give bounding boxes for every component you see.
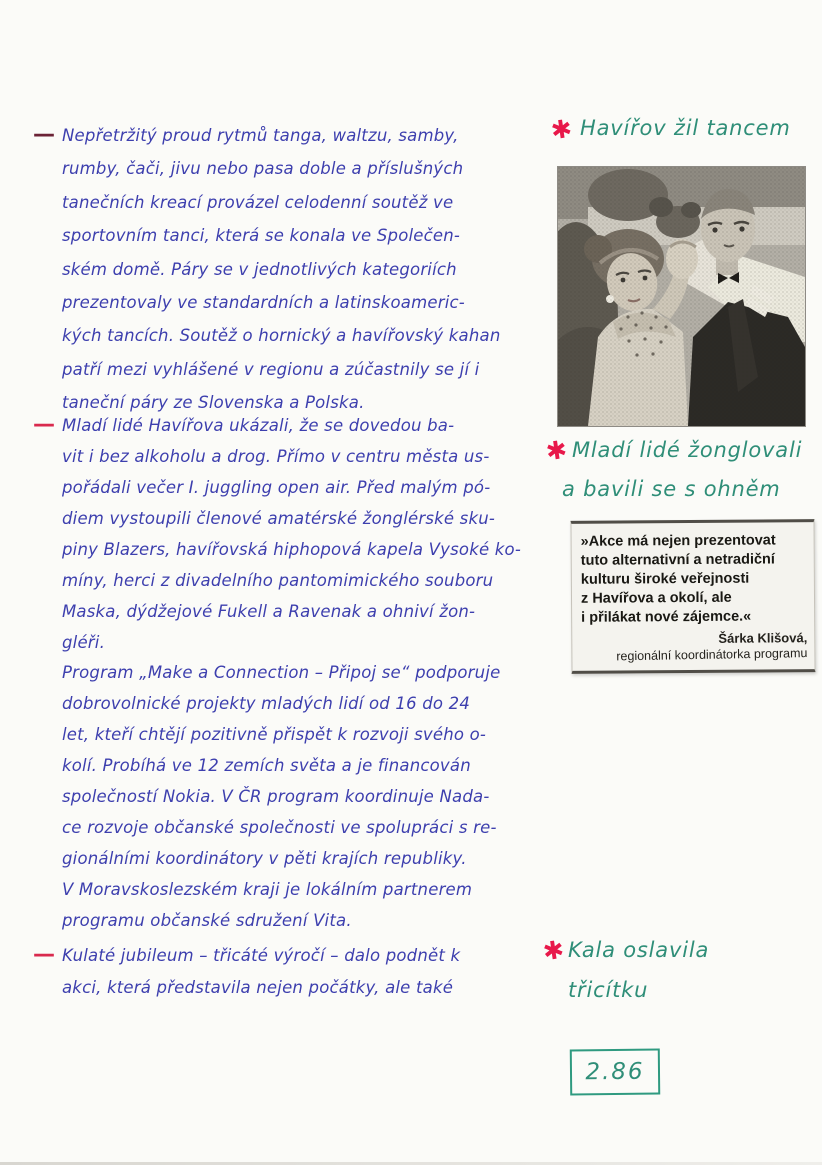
handwritten-line: kolí. Probíhá ve 12 zemích světa a je financován [62, 756, 471, 775]
handwritten-line: rumby, čači, jivu nebo pasa doble a příslušných [62, 159, 464, 179]
handwritten-line: gionálními koordinátory v pěti krajích republiky. [62, 849, 467, 868]
paragraph-dash-bullet: — [33, 122, 55, 147]
handwritten-paragraph-dance-competition [62, 119, 562, 420]
handwritten-line: taneční páry ze Slovenska a Polska. [62, 393, 365, 413]
green-heading-jubileum-line2: třicítku [568, 978, 649, 1002]
clipping-quote-line: i přilákat nové zájemce.« [581, 608, 752, 626]
handwritten-paragraph-juggling-evening [62, 410, 562, 658]
page-number-box [570, 1049, 660, 1096]
handwritten-line: kých tancích. Soutěž o hornický a havířovský kahan [62, 326, 501, 346]
dance-couple-illustration [558, 167, 805, 426]
clipping-quote-line: z Havířova a okolí, ale [580, 589, 732, 607]
green-heading-zonglovali-line2: a bavili se s ohněm [562, 477, 781, 501]
clipping-quote-line: kulturu široké veřejnosti [580, 570, 750, 588]
handwritten-paragraph-make-a-connection [62, 657, 562, 936]
green-heading-zonglovali-line1: Mladí lidé žonglovali [572, 438, 803, 462]
red-asterisk-icon: ✱ [549, 113, 574, 146]
handwritten-line: diem vystoupili členové amatérské žonglérské sku- [62, 509, 496, 528]
clipping-attribution-role: regionální koordinátorka programu [616, 646, 808, 664]
red-asterisk-icon: ✱ [544, 434, 569, 467]
handwritten-line: ce rozvoje občanské společnosti ve spolupráci s re- [62, 818, 497, 837]
page-number: 2.86 [585, 1058, 645, 1086]
handwritten-line: dobrovolnické projekty mladých lidí od 16 do 24 [62, 694, 471, 713]
handwritten-line: tanečních kreací provázel celodenní soutěž ve [62, 192, 454, 212]
handwritten-line: patří mezi vyhlášené v regionu a zúčastnily se jí i [62, 359, 480, 379]
handwritten-line: Maska, dýdžejové Fukell a Ravenak a ohniví žon- [62, 602, 476, 621]
handwritten-line: Program „Make a Connection – Připoj se“ podporuje [62, 663, 501, 682]
handwritten-line: vit i bez alkoholu a drog. Přímo v centru města us- [62, 447, 490, 466]
handwritten-line: prezentovaly ve standardních a latinskoameric- [62, 293, 465, 313]
handwritten-line: piny Blazers, havířovská hiphopová kapela Vysoké ko- [62, 540, 521, 559]
dance-couple-photo [557, 166, 806, 427]
handwritten-line: programu občanské sdružení Vita. [62, 911, 352, 930]
handwritten-line: gléři. [62, 633, 106, 652]
clipping-quote-line: tuto alternativní a netradiční [580, 551, 775, 569]
clipping-quote-line: »Akce má nejen prezentovat [580, 532, 776, 550]
handwritten-line: V Moravskoslezském kraji je lokálním partnerem [62, 880, 473, 899]
handwritten-line: ském domě. Páry se v jednotlivých kategoriích [62, 259, 457, 279]
clipping-attribution-name: Šárka Klišová, [718, 630, 808, 646]
red-asterisk-icon: ✱ [541, 934, 566, 967]
handwritten-line: akci, která představila nejen počátky, ale také [62, 978, 454, 997]
paragraph-dash-bullet: — [33, 412, 55, 437]
handwritten-paragraph-jubilee [62, 940, 562, 1004]
handwritten-line: let, kteří chtějí pozitivně přispět k rozvoji svého o- [62, 725, 487, 744]
handwritten-line: Mladí lidé Havířova ukázali, že se dovedou ba- [62, 416, 455, 435]
green-heading-havirov-zil-tancem: Havířov žil tancem [580, 116, 791, 140]
paragraph-dash-bullet: — [33, 942, 55, 967]
green-heading-jubileum-line1: Kala oslavila [568, 938, 710, 962]
handwritten-line: pořádali večer I. juggling open air. Před malým pó- [62, 478, 491, 497]
handwritten-line: míny, herci z divadelního pantomimického souboru [62, 571, 494, 590]
newspaper-quote-clipping [570, 519, 815, 674]
handwritten-line: Kulaté jubileum – třicáté výročí – dalo podnět k [62, 946, 461, 965]
handwritten-line: společností Nokia. V ČR program koordinuje Nada- [62, 787, 490, 806]
handwritten-line: Nepřetržitý proud rytmů tanga, waltzu, samby, [62, 126, 459, 145]
handwritten-line: sportovním tanci, která se konala ve Společen- [62, 226, 461, 246]
